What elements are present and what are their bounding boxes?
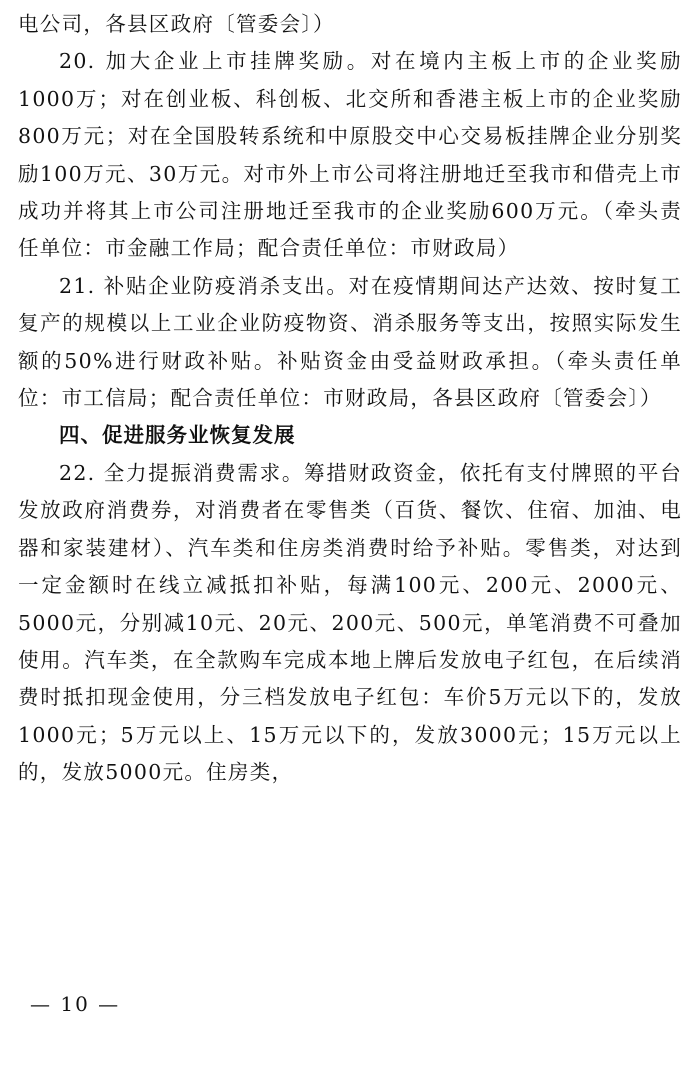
paragraph-item-20: 20. 加大企业上市挂牌奖励。对在境内主板上市的企业奖励1000万；对在创业板、科创板、北交所和香港主板上市的企业奖励800万元；对在全国股转系统和中原股交中心交易板挂牌企业分别奖励100万元、30万元。对市外上市公司将注册地迁至我市和借壳上市成功并将其上市公司注册地迁至我市的企业奖励600万元。（牵头责任单位：市金融工作局；配合责任单位：市财政局） [18, 49, 682, 261]
paragraph-item-22: 22. 全力提振消费需求。筹措财政资金，依托有支付牌照的平台发放政府消费券，对消费者在零售类（百货、餐饮、住宿、加油、电器和家装建材）、汽车类和住房类消费时给予补贴。零售类，对达到一定金额时在线立减抵扣补贴，每满100元、200元、2000元、5000元，分别减10元、20元、200元、500元，单笔消费不可叠加使用。汽车类，在全款购车完成本地上牌后发放电子红包，在后续消费时抵扣现金使用，分三档发放电子红包：车价5万元以下的，发放1000元；5万元以上、15万元以下的，发放3000元；15万元以上的，发放5000元。住房类， [18, 460, 682, 785]
paragraph-continuation: 电公司，各县区政府〔管委会〕） [18, 12, 335, 36]
section-heading: 四、促进服务业恢复发展 [59, 423, 296, 448]
document-body [18, 6, 682, 792]
paragraph-item-21: 21. 补贴企业防疫消杀支出。对在疫情期间达产达效、按时复工复产的规模以上工业企业防疫物资、消杀服务等支出，按照实际发生额的50%进行财政补贴。补贴资金由受益财政承担。（牵头责任单位：市工信局；配合责任单位：市财政局，各县区政府〔管委会〕） [18, 273, 682, 411]
page-number: — 10 — [30, 992, 121, 1016]
